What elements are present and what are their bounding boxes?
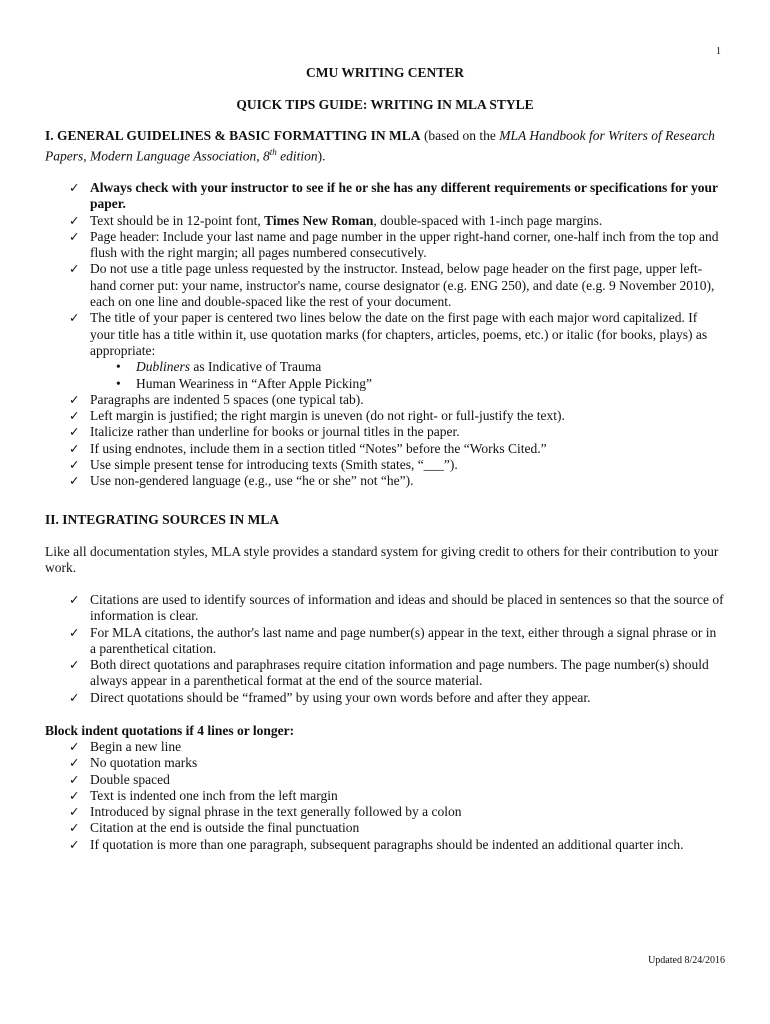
guideline-text: Paragraphs are indented 5 spaces (one typical tab). xyxy=(90,391,364,407)
list-item xyxy=(45,755,725,771)
list-item xyxy=(45,229,725,262)
list-item xyxy=(45,213,725,229)
block-text: If quotation is more than one paragraph, subsequent paragraphs should be indented an additional quarter inch. xyxy=(90,836,684,852)
check-icon: ✓ xyxy=(69,805,80,820)
list-item xyxy=(45,392,725,408)
list-item xyxy=(45,837,725,853)
block-text: Double spaced xyxy=(90,771,170,787)
check-icon: ✓ xyxy=(69,181,80,195)
list-item xyxy=(45,788,725,804)
check-icon: ✓ xyxy=(69,740,80,754)
check-icon: ✓ xyxy=(69,593,80,607)
list-item xyxy=(45,473,725,489)
guideline-text: Use non-gendered language (e.g., use “he or she” not “he”). xyxy=(90,473,414,489)
list-item xyxy=(45,180,725,213)
check-icon: ✓ xyxy=(69,425,80,440)
updated-date: Updated 8/24/2016 xyxy=(648,955,725,966)
block-text: Citation at the end is outside the final punctuation xyxy=(90,820,360,836)
check-icon: ✓ xyxy=(69,821,80,836)
check-icon: ✓ xyxy=(69,756,80,771)
example-item xyxy=(45,359,725,375)
block-quote-list xyxy=(45,739,725,853)
check-icon: ✓ xyxy=(69,262,80,277)
handbook-title: MLA Handbook for Writers of Research Papers, Modern Language Association, 8 xyxy=(45,128,715,164)
check-icon: ✓ xyxy=(69,837,80,852)
source-text: Citations are used to identify sources of information and ideas and should be placed in sentences so that the source of information is clear. xyxy=(90,592,724,624)
guideline-text: Do not use a title page unless requested by the instructor. Instead, below page header on the first page, upper left-hand corner put: your name, instructor's name, course designator (e.g. ENG 250), and date (e.g. 9 November 2010), each on one line and double-spaced like the rest of your document. xyxy=(90,261,715,310)
sources-list xyxy=(45,592,725,706)
example-italic: Dubliners xyxy=(136,359,190,375)
bullet-icon: • xyxy=(116,375,121,391)
list-item xyxy=(45,457,725,473)
section2-intro: Like all documentation styles, MLA style provides a standard system for giving credit to others for their contribution to your work. xyxy=(45,544,719,576)
block-text: No quotation marks xyxy=(90,755,198,771)
list-item xyxy=(45,408,725,424)
edition-word: edition xyxy=(280,148,318,164)
list-item xyxy=(45,441,725,457)
check-icon: ✓ xyxy=(69,213,80,228)
check-icon: ✓ xyxy=(69,625,80,640)
example-text: as Indicative of Trauma xyxy=(193,359,322,375)
guideline-text: Italicize rather than underline for books or journal titles in the paper. xyxy=(90,424,460,440)
list-item xyxy=(45,625,725,658)
block-text: Text is indented one inch from the left margin xyxy=(90,787,338,803)
page-number: 1 xyxy=(716,46,721,57)
document-title: CMU WRITING CENTER xyxy=(305,65,465,80)
guideline-text: Use simple present tense for introducing texts (Smith states, “___”). xyxy=(90,457,458,473)
check-icon: ✓ xyxy=(69,474,80,489)
list-item xyxy=(45,804,725,820)
check-icon: ✓ xyxy=(69,229,80,244)
section1-heading-text: I. GENERAL GUIDELINES & BASIC FORMATTING IN MLA xyxy=(45,128,421,143)
guidelines-list xyxy=(45,180,725,490)
guideline-text: Page header: Include your last name and page number in the upper right-hand corner, one-half inch from the top and flush with the right margin; all pages numbered consecutively. xyxy=(90,228,719,261)
check-icon: ✓ xyxy=(69,392,80,407)
check-icon: ✓ xyxy=(69,690,80,705)
guideline-text: The title of your paper is centered two lines below the date on the first page with each major word capitalized. If your title has a title within it, use quotation marks (for chapters, articles, poems, etc.) or italic (for books, plays) as appropriate: xyxy=(90,310,708,358)
example-text: Human Weariness in “After Apple Picking” xyxy=(136,375,372,391)
block-text: Introduced by signal phrase in the text generally followed by a colon xyxy=(90,804,462,820)
block-quote-heading: Block indent quotations if 4 lines or longer: xyxy=(45,723,295,738)
list-item xyxy=(45,592,725,625)
guideline-text: Text should be in 12-point font, xyxy=(90,212,261,228)
check-icon: ✓ xyxy=(69,311,80,326)
source-text: For MLA citations, the author's last name and page number(s) appear in the text, either through a signal phrase or in a parenthetical citation. xyxy=(90,624,717,656)
document-subtitle: QUICK TIPS GUIDE: WRITING IN MLA STYLE xyxy=(236,97,534,112)
check-icon: ✓ xyxy=(69,458,80,473)
list-item xyxy=(45,657,725,690)
guideline-text: Always check with your instructor to see if he or she has any different requirements or specifications for your paper. xyxy=(90,180,718,212)
edition-superscript: th xyxy=(269,147,277,158)
section1-closing: ). xyxy=(317,148,326,164)
example-item xyxy=(45,376,725,392)
check-icon: ✓ xyxy=(69,409,80,424)
guideline-text: , double-spaced with 1-inch page margins. xyxy=(373,212,603,228)
check-icon: ✓ xyxy=(69,658,80,673)
list-item xyxy=(45,820,725,836)
list-item xyxy=(45,772,725,788)
list-item xyxy=(45,424,725,440)
check-icon: ✓ xyxy=(69,788,80,803)
list-item xyxy=(45,739,725,755)
block-text: Begin a new line xyxy=(90,739,182,754)
list-item xyxy=(45,261,725,310)
list-item xyxy=(45,690,725,706)
source-text: Both direct quotations and paraphrases require citation information and page numbers. The page number(s) should always appear in a parenthetical format at the end of the source material. xyxy=(90,657,709,689)
list-item xyxy=(45,310,725,391)
font-name: Times New Roman xyxy=(264,212,374,228)
section2-heading: II. INTEGRATING SOURCES IN MLA xyxy=(45,512,280,527)
section1-based-on: (based on the xyxy=(423,128,496,143)
source-text: Direct quotations should be “framed” by using your own words before and after they appear. xyxy=(90,689,591,705)
guideline-text: Left margin is justified; the right margin is uneven (do not right- or full-justify the text). xyxy=(90,408,565,424)
guideline-text: If using endnotes, include them in a section titled “Notes” before the “Works Cited.” xyxy=(90,440,547,456)
check-icon: ✓ xyxy=(69,441,80,456)
check-icon: ✓ xyxy=(69,772,80,787)
section1-heading xyxy=(45,128,725,165)
bullet-icon: • xyxy=(116,359,121,375)
